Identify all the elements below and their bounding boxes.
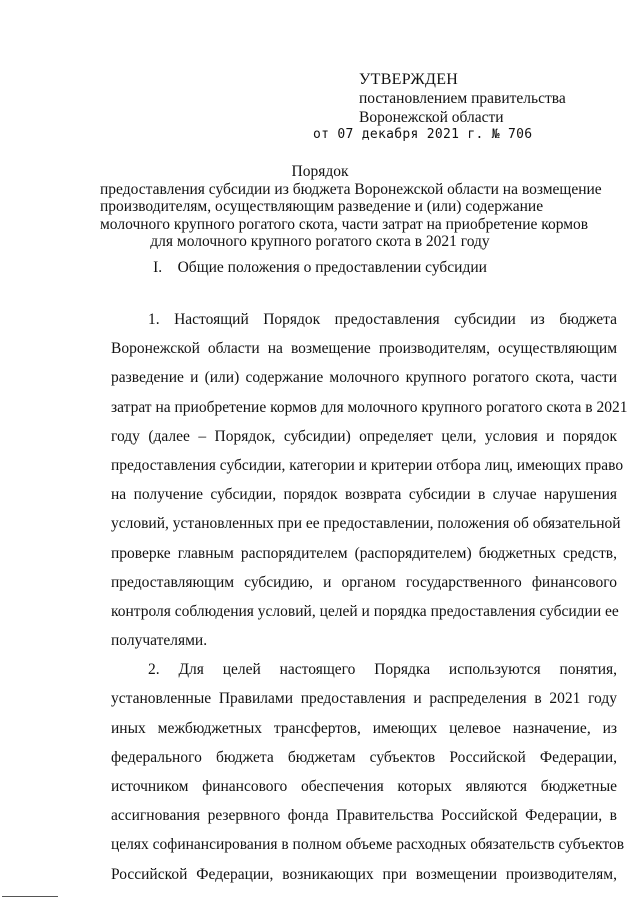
body-line: Воронежской области на возмещение производителям, осуществляющим — [111, 340, 617, 358]
body-line: условий, установленных при ее предоставлении, положения об обязательной — [111, 515, 621, 533]
section-number: I. — [153, 259, 163, 276]
body-line: установленные Правилами предоставления и распределения в 2021 году — [111, 690, 617, 708]
footer-divider — [2, 896, 58, 897]
approval-line-2: Воронежской области — [359, 109, 504, 126]
body-line: источником финансового обеспечения которых являются бюджетные — [111, 778, 617, 795]
approval-stamp — [313, 70, 619, 142]
body-line: контроля соблюдения условий, целей и порядка предоставления субсидии ее — [111, 602, 619, 620]
title-line-5: для молочного крупного рогатого скота в 2021 году — [150, 233, 490, 250]
document-title — [100, 163, 602, 251]
section-title: Общие положения о предоставлении субсидии — [177, 259, 487, 276]
body-line: предоставления субсидии, категории и критерии отбора лиц, имеющих право — [111, 456, 624, 474]
title-line-2: предоставления субсидии из бюджета Воронежской области на возмещение — [100, 180, 602, 198]
body-line: иных межбюджетных трансфертов, имеющих целевое назначение, из — [111, 719, 617, 737]
body-line: получателями. — [111, 632, 208, 650]
section-heading — [100, 259, 540, 277]
title-line-3: производителям, осуществляющим разведение и (или) содержание — [100, 198, 544, 215]
body-line: ассигнования резервного фонда Правительства Российской Федерации, в — [111, 807, 617, 825]
body-line: затрат на приобретение кормов для молочного крупного рогатого скота в 2021 — [111, 398, 628, 416]
body-line: федерального бюджета бюджетам субъектов Российской Федерации, — [111, 748, 617, 766]
body-line: целях софинансирования в полном объеме расходных обязательств субъектов — [111, 836, 625, 854]
title-line-1: Порядок — [291, 163, 349, 180]
decree-reference: от 07 декабря 2021 г. № 706 — [313, 127, 533, 142]
body-line: предоставляющим субсидию, и органом государственного финансового — [111, 573, 617, 591]
body-line: 1. Настоящий Порядок предоставления субсидии из бюджета — [148, 311, 617, 328]
title-line-4: молочного крупного рогатого скота, части затрат на приобретение кормов — [100, 215, 589, 233]
body-line: Российской Федерации, возникающих при возмещении производителям, — [111, 865, 617, 883]
body-line: разведение и (или) содержание молочного крупного рогатого скота, части — [111, 369, 617, 387]
approval-line-1: постановлением правительства — [359, 90, 566, 107]
approval-heading: УТВЕРЖДЕН — [359, 71, 459, 88]
body-line: году (далее – Порядок, субсидии) определяет цели, условия и порядок — [111, 427, 617, 445]
document-body — [111, 305, 628, 889]
body-line: проверке главным распорядителем (распорядителем) бюджетных средств, — [111, 544, 617, 562]
body-line: 2. Для целей настоящего Порядка используются понятия, — [148, 661, 617, 679]
body-line: на получение субсидии, порядок возврата субсидии в случае нарушения — [111, 486, 617, 504]
